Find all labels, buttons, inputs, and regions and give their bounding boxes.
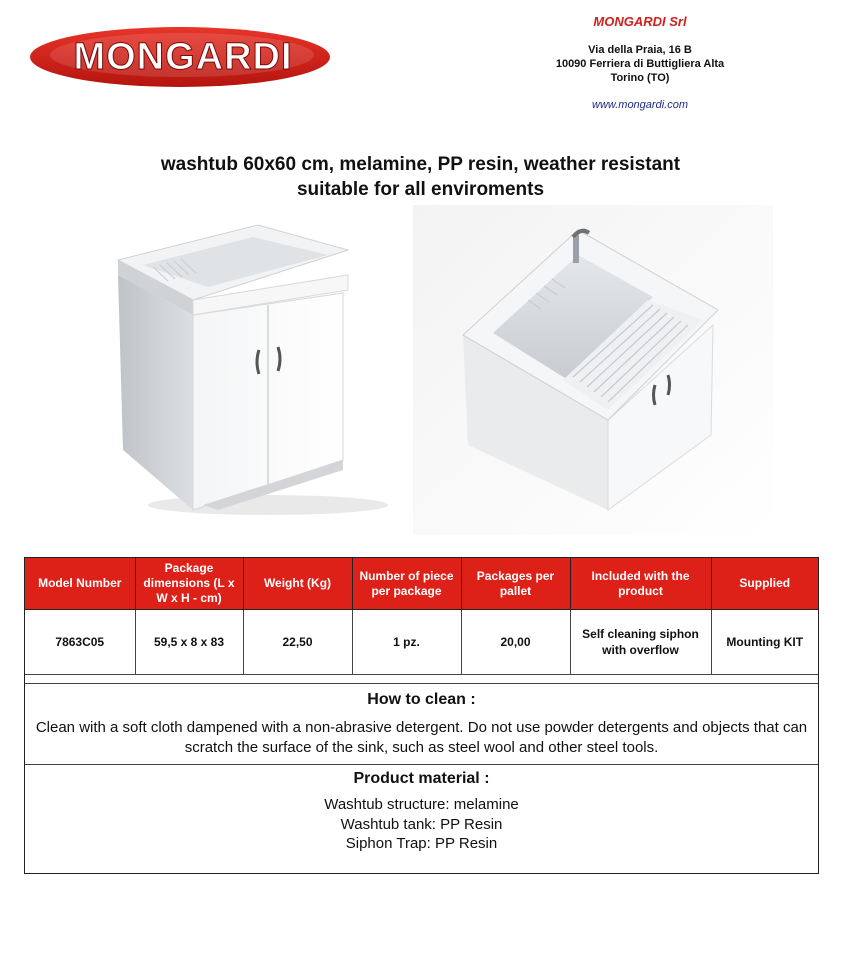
logo-wordmark: MONGARDI (73, 36, 293, 78)
material-line: Washtub structure: melamine (324, 796, 519, 813)
product-title (0, 152, 841, 202)
header-packages-per-pallet: Packages per pallet (461, 558, 570, 610)
table-header-row (25, 558, 818, 610)
spec-grid (25, 558, 818, 674)
product-title-line2: suitable for all enviroments (296, 179, 545, 200)
cell-packages-per-pallet: 20,00 (461, 610, 570, 675)
cell-included: Self cleaning siphon with overflow (570, 610, 711, 675)
cell-supplied: Mounting KIT (726, 635, 804, 649)
material-section (25, 765, 818, 854)
table-row (25, 610, 818, 675)
website-link[interactable]: www.mongardi.com (592, 99, 688, 111)
cell-package-dimensions: 59,5 x 8 x 83 (135, 610, 243, 675)
address-line: Via della Praia, 16 B (588, 44, 692, 56)
address-line: Torino (TO) (610, 72, 670, 84)
header-package-dimensions: Package dimensions (L x W x H - cm) (135, 558, 243, 610)
cleaning-heading: How to clean : (367, 691, 476, 708)
address-line: 10090 Ferriera di Buttigliera Alta (555, 58, 725, 70)
material-line: Washtub tank: PP Resin (340, 815, 503, 833)
company-info (540, 12, 740, 111)
company-address (540, 43, 740, 85)
header-pieces-per-package: Number of piece per package (352, 558, 461, 610)
cell-pieces-per-package: 1 pz. (352, 610, 461, 675)
mongardi-logo (30, 25, 336, 89)
header-supplied: Supplied (711, 558, 818, 610)
header-weight: Weight (Kg) (243, 558, 352, 610)
table-divider (25, 674, 818, 684)
spec-table (24, 557, 819, 874)
cleaning-section (25, 684, 818, 765)
material-heading: Product material : (353, 770, 490, 787)
product-photo-front (58, 205, 403, 532)
company-name: MONGARDI Srl (593, 14, 687, 29)
cell-model-number: 7863C05 (25, 610, 135, 675)
cell-weight: 22,50 (243, 610, 352, 675)
header-model-number: Model Number (25, 558, 135, 610)
product-title-line1: washtub 60x60 cm, melamine, PP resin, weather resistant (160, 154, 681, 175)
product-photo-top (413, 205, 773, 535)
cleaning-text: Clean with a soft cloth dampened with a non-abrasive detergent. Do not use powder detergents and objects that can scratch the surface of the sink, such as steel wool and other steel tools. (35, 719, 808, 756)
header-included: Included with the product (570, 558, 711, 610)
material-line: Siphon Trap: PP Resin (345, 835, 498, 852)
material-list (25, 795, 818, 854)
